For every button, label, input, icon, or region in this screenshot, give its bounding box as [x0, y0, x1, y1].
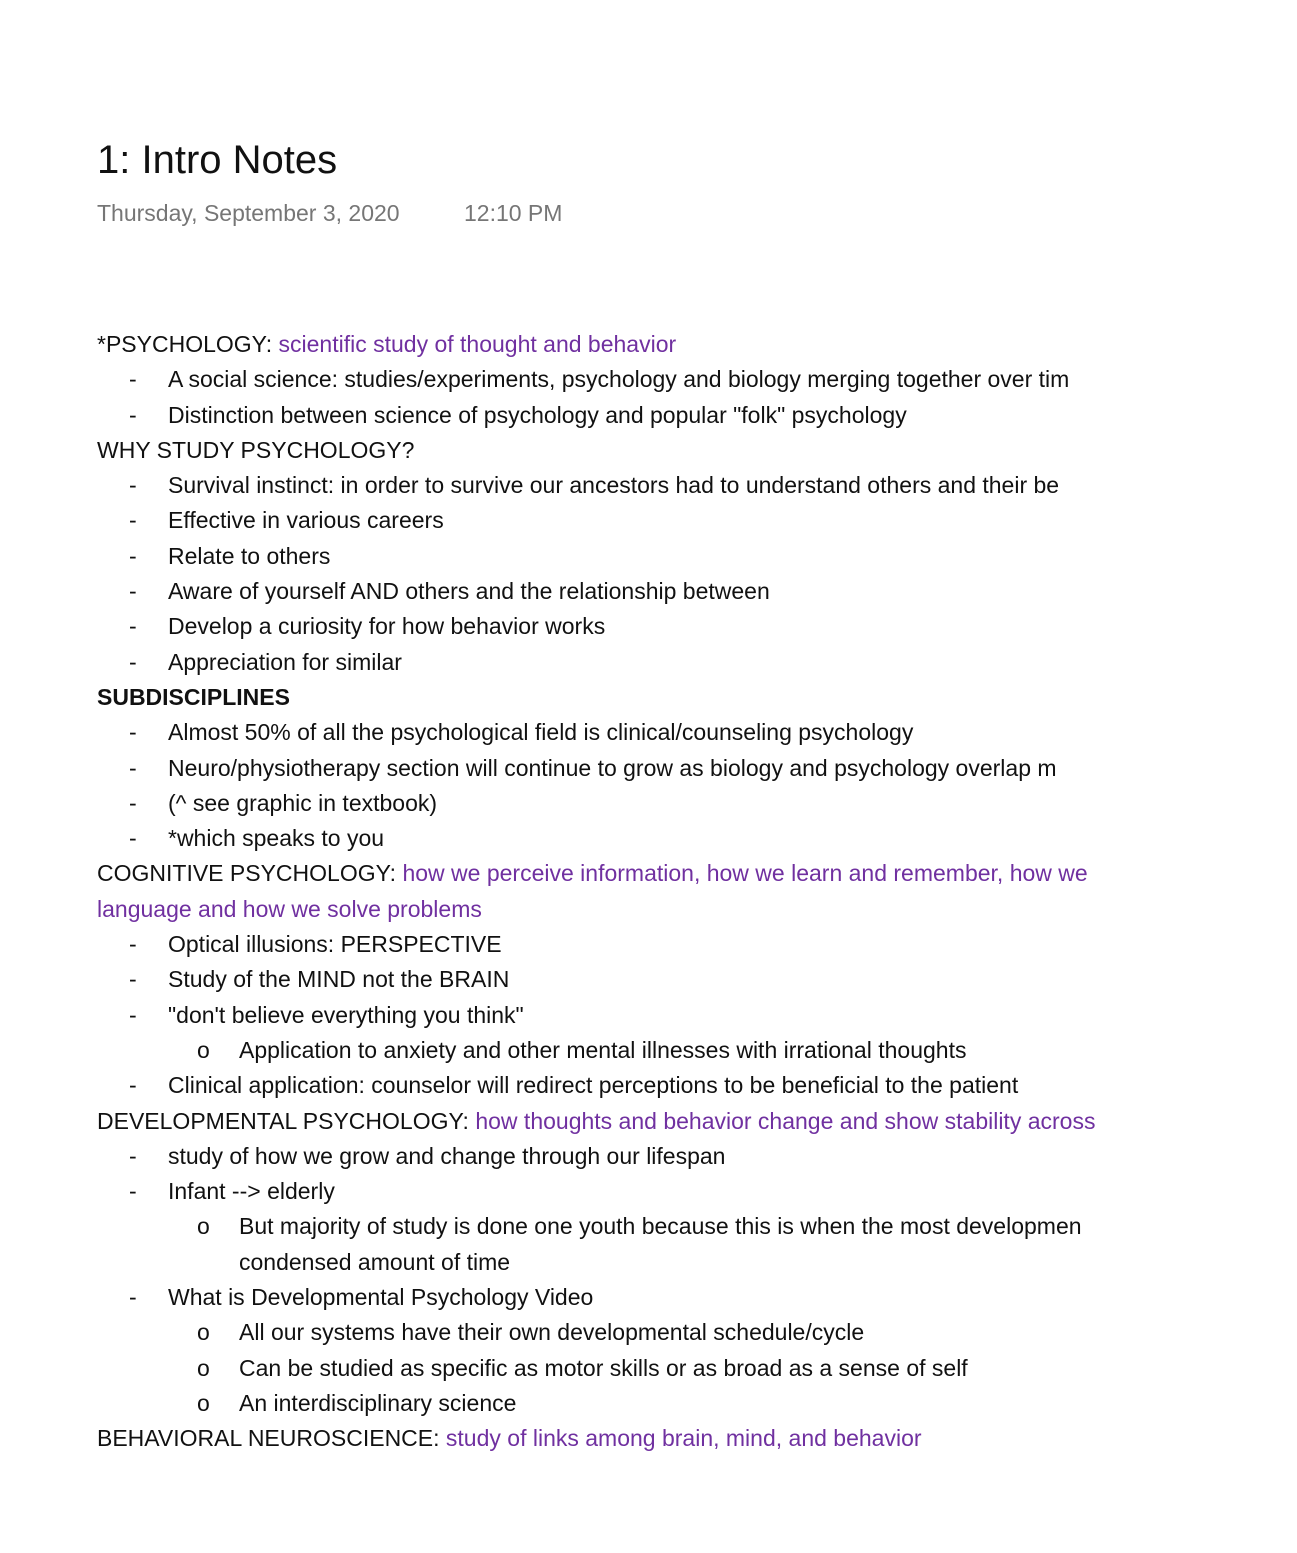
list-item: - *which speaks to you	[97, 821, 1297, 856]
list-item: - Distinction between science of psychology and popular "folk" psychology	[97, 398, 1297, 433]
note-body	[97, 327, 1297, 1452]
list-item: - A social science: studies/experiments, psychology and biology merging together over tim	[97, 362, 1297, 397]
list-item: - Infant --> elderly	[97, 1174, 1297, 1209]
psychology-heading: *PSYCHOLOGY:	[97, 331, 273, 357]
dash-bullet: -	[129, 966, 137, 993]
list-item: - Clinical application: counselor will redirect perceptions to be beneficial to the patient	[97, 1068, 1297, 1103]
dash-bullet: -	[129, 931, 137, 958]
list-item: - Optical illusions: PERSPECTIVE	[97, 927, 1297, 962]
list-item: - "don't believe everything you think"	[97, 998, 1297, 1033]
list-item: - (^ see graphic in textbook)	[97, 786, 1297, 821]
psychology-definition: scientific study of thought and behavior	[278, 331, 677, 357]
list-item: - Neuro/physiotherapy section will continue to grow as biology and psychology overlap m	[97, 751, 1297, 786]
why-heading: WHY STUDY PSYCHOLOGY?	[97, 436, 415, 463]
dash-bullet: -	[129, 401, 137, 428]
dash-bullet: -	[129, 613, 137, 640]
behavioral-definition: study of links among brain, mind, and behavior	[445, 1425, 922, 1452]
dash-bullet: -	[129, 719, 137, 746]
dash-bullet: -	[129, 825, 137, 852]
dash-bullet: -	[129, 754, 137, 781]
list-item: - Study of the MIND not the BRAIN	[97, 962, 1297, 997]
circle-bullet: o	[197, 1389, 210, 1416]
sub-list-item: o An interdisciplinary science	[97, 1386, 1297, 1421]
cognitive-definition: how we perceive information, how we learn and remember, how we	[402, 860, 1088, 887]
page-title: 1: Intro Notes	[97, 138, 338, 182]
list-item: - Almost 50% of all the psychological field is clinical/counseling psychology	[97, 715, 1297, 750]
list-item: - Develop a curiosity for how behavior works	[97, 609, 1297, 644]
developmental-definition: how thoughts and behavior change and show stability across	[475, 1107, 1096, 1134]
note-timestamp	[97, 198, 562, 228]
list-item: - Appreciation for similar	[97, 645, 1297, 680]
sub-list-item: o All our systems have their own developmental schedule/cycle	[97, 1315, 1297, 1350]
list-item: - Relate to others	[97, 539, 1297, 574]
dash-bullet: -	[129, 1284, 137, 1311]
circle-bullet: o	[197, 1354, 210, 1381]
dash-bullet: -	[129, 1178, 137, 1205]
list-item: - Aware of yourself AND others and the relationship between	[97, 574, 1297, 609]
dash-bullet: -	[129, 472, 137, 499]
list-item: - study of how we grow and change through our lifespan	[97, 1139, 1297, 1174]
dash-bullet: -	[129, 507, 137, 534]
dash-bullet: -	[129, 1072, 137, 1099]
sub-list-item: o Application to anxiety and other mental illnesses with irrational thoughts	[97, 1033, 1297, 1068]
psychology-heading-line	[97, 327, 1297, 362]
dash-bullet: -	[129, 648, 137, 675]
circle-bullet: o	[197, 1036, 210, 1063]
cognitive-heading-line	[97, 856, 1297, 891]
sub-list-item-continued: condensed amount of time	[239, 1248, 511, 1275]
cognitive-definition-continued: language and how we solve problems	[97, 895, 482, 922]
list-item: - Survival instinct: in order to survive our ancestors had to understand others and their be	[97, 468, 1297, 503]
dash-bullet: -	[129, 1142, 137, 1169]
behavioral-heading-line	[97, 1421, 1297, 1456]
dash-bullet: -	[129, 542, 137, 569]
sub-list-item: o But majority of study is done one youth because this is when the most developmen	[97, 1209, 1297, 1244]
developmental-heading-line	[97, 1104, 1297, 1139]
list-item: - Effective in various careers	[97, 503, 1297, 538]
note-time: 12:10 PM	[463, 200, 563, 226]
developmental-heading: DEVELOPMENTAL PSYCHOLOGY:	[97, 1107, 469, 1134]
note-date: Thursday, September 3, 2020	[97, 200, 400, 226]
subdisciplines-heading: SUBDISCIPLINES	[97, 683, 290, 710]
circle-bullet: o	[197, 1213, 210, 1240]
behavioral-heading: BEHAVIORAL NEUROSCIENCE:	[97, 1425, 440, 1452]
cognitive-heading: COGNITIVE PSYCHOLOGY:	[97, 860, 397, 887]
dash-bullet: -	[129, 789, 137, 816]
circle-bullet: o	[197, 1319, 210, 1346]
list-item: - What is Developmental Psychology Video	[97, 1280, 1297, 1315]
dash-bullet: -	[129, 366, 137, 393]
dash-bullet: -	[129, 1001, 137, 1028]
sub-list-item: o Can be studied as specific as motor skills or as broad as a sense of self	[97, 1351, 1297, 1386]
dash-bullet: -	[129, 578, 137, 605]
